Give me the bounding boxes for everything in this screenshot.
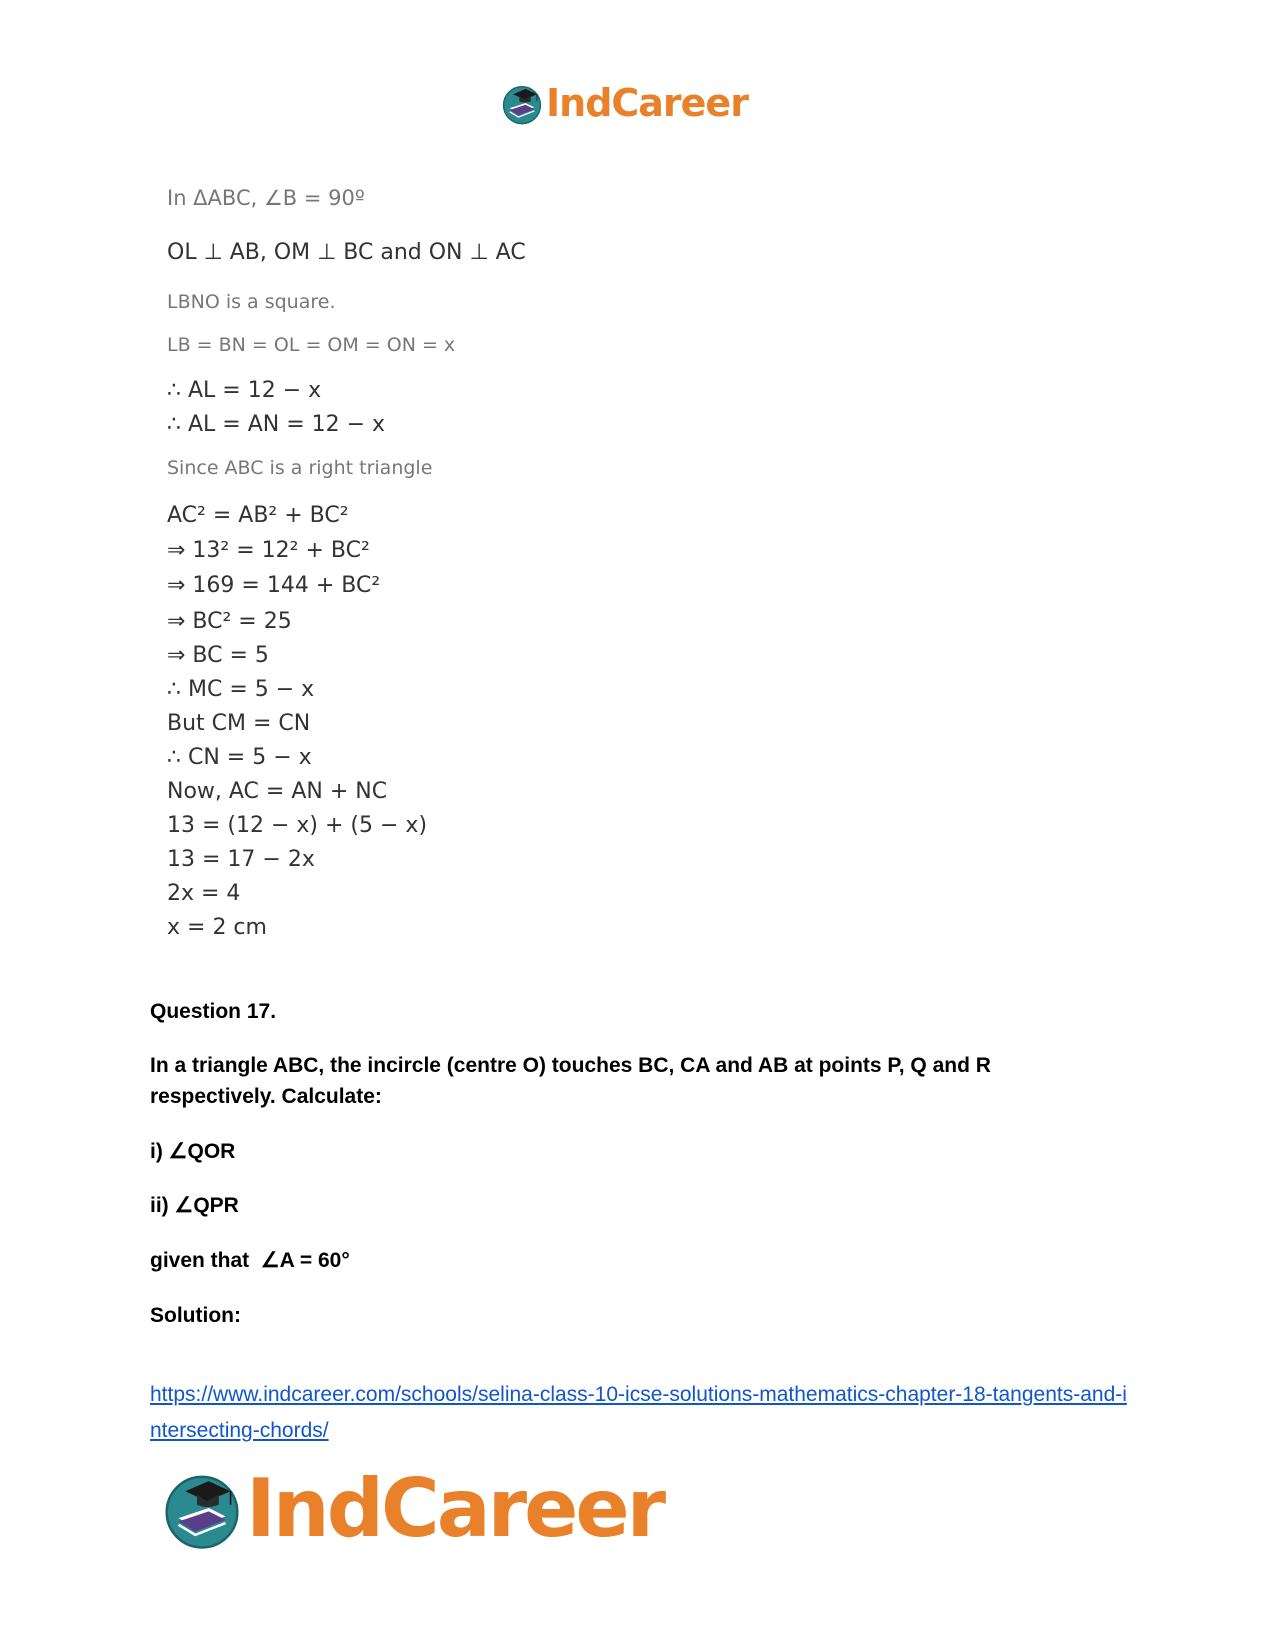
solution-line: In ΔABC, ∠B = 90º bbox=[167, 186, 365, 210]
solution-line: ∴ MC = 5 − x bbox=[167, 677, 315, 702]
solution-line: But CM = CN bbox=[167, 711, 311, 736]
logo-text: IndCareer bbox=[246, 1461, 664, 1555]
solution-line: AC² = AB² + BC² bbox=[167, 503, 349, 528]
solution-line: OL ⊥ AB, OM ⊥ BC and ON ⊥ AC bbox=[167, 240, 526, 265]
solution-line: ⇒ BC² = 25 bbox=[167, 609, 292, 634]
logo-text: IndCareer bbox=[546, 81, 748, 125]
solution-line: LBNO is a square. bbox=[167, 291, 336, 313]
solution-line: Since ABC is a right triangle bbox=[167, 457, 433, 479]
graduation-cap-book-globe-icon bbox=[500, 81, 544, 125]
solution-line: x = 2 cm bbox=[167, 915, 267, 940]
solution-line: Now, AC = AN + NC bbox=[167, 779, 388, 804]
solution-line: 2x = 4 bbox=[167, 881, 241, 906]
solution-line: ⇒ BC = 5 bbox=[167, 643, 269, 668]
graduation-cap-book-globe-icon bbox=[160, 1466, 244, 1550]
solution-label: Solution: bbox=[150, 1304, 241, 1327]
solution-line: 13 = 17 − 2x bbox=[167, 847, 315, 872]
question-part-ii: ii) ∠QPR bbox=[150, 1194, 239, 1217]
question-heading: Question 17. bbox=[150, 1000, 277, 1023]
solution-line: ∴ CN = 5 − x bbox=[167, 745, 312, 770]
solution-line: ⇒ 13² = 12² + BC² bbox=[167, 538, 370, 563]
solution-line: ⇒ 169 = 144 + BC² bbox=[167, 573, 381, 598]
question-text: In a triangle ABC, the incircle (centre O) touches BC, CA and AB at points P, Q and R respectively. Calculate: bbox=[150, 1054, 991, 1108]
question-given: given that ∠A = 60° bbox=[150, 1249, 350, 1272]
solution-line: ∴ AL = 12 − x bbox=[167, 378, 322, 403]
source-link[interactable]: https://www.indcareer.com/schools/selina-class-10-icse-solutions-mathematics-chapter-18-tangents-and-intersecting-chords/ bbox=[150, 1383, 1127, 1442]
solution-line: ∴ AL = AN = 12 − x bbox=[167, 412, 386, 437]
question-part-i: i) ∠QOR bbox=[150, 1140, 236, 1163]
solution-line: 13 = (12 − x) + (5 − x) bbox=[167, 813, 428, 838]
solution-line: LB = BN = OL = OM = ON = x bbox=[167, 334, 456, 356]
header-logo bbox=[500, 78, 748, 128]
footer-logo bbox=[160, 1460, 663, 1556]
